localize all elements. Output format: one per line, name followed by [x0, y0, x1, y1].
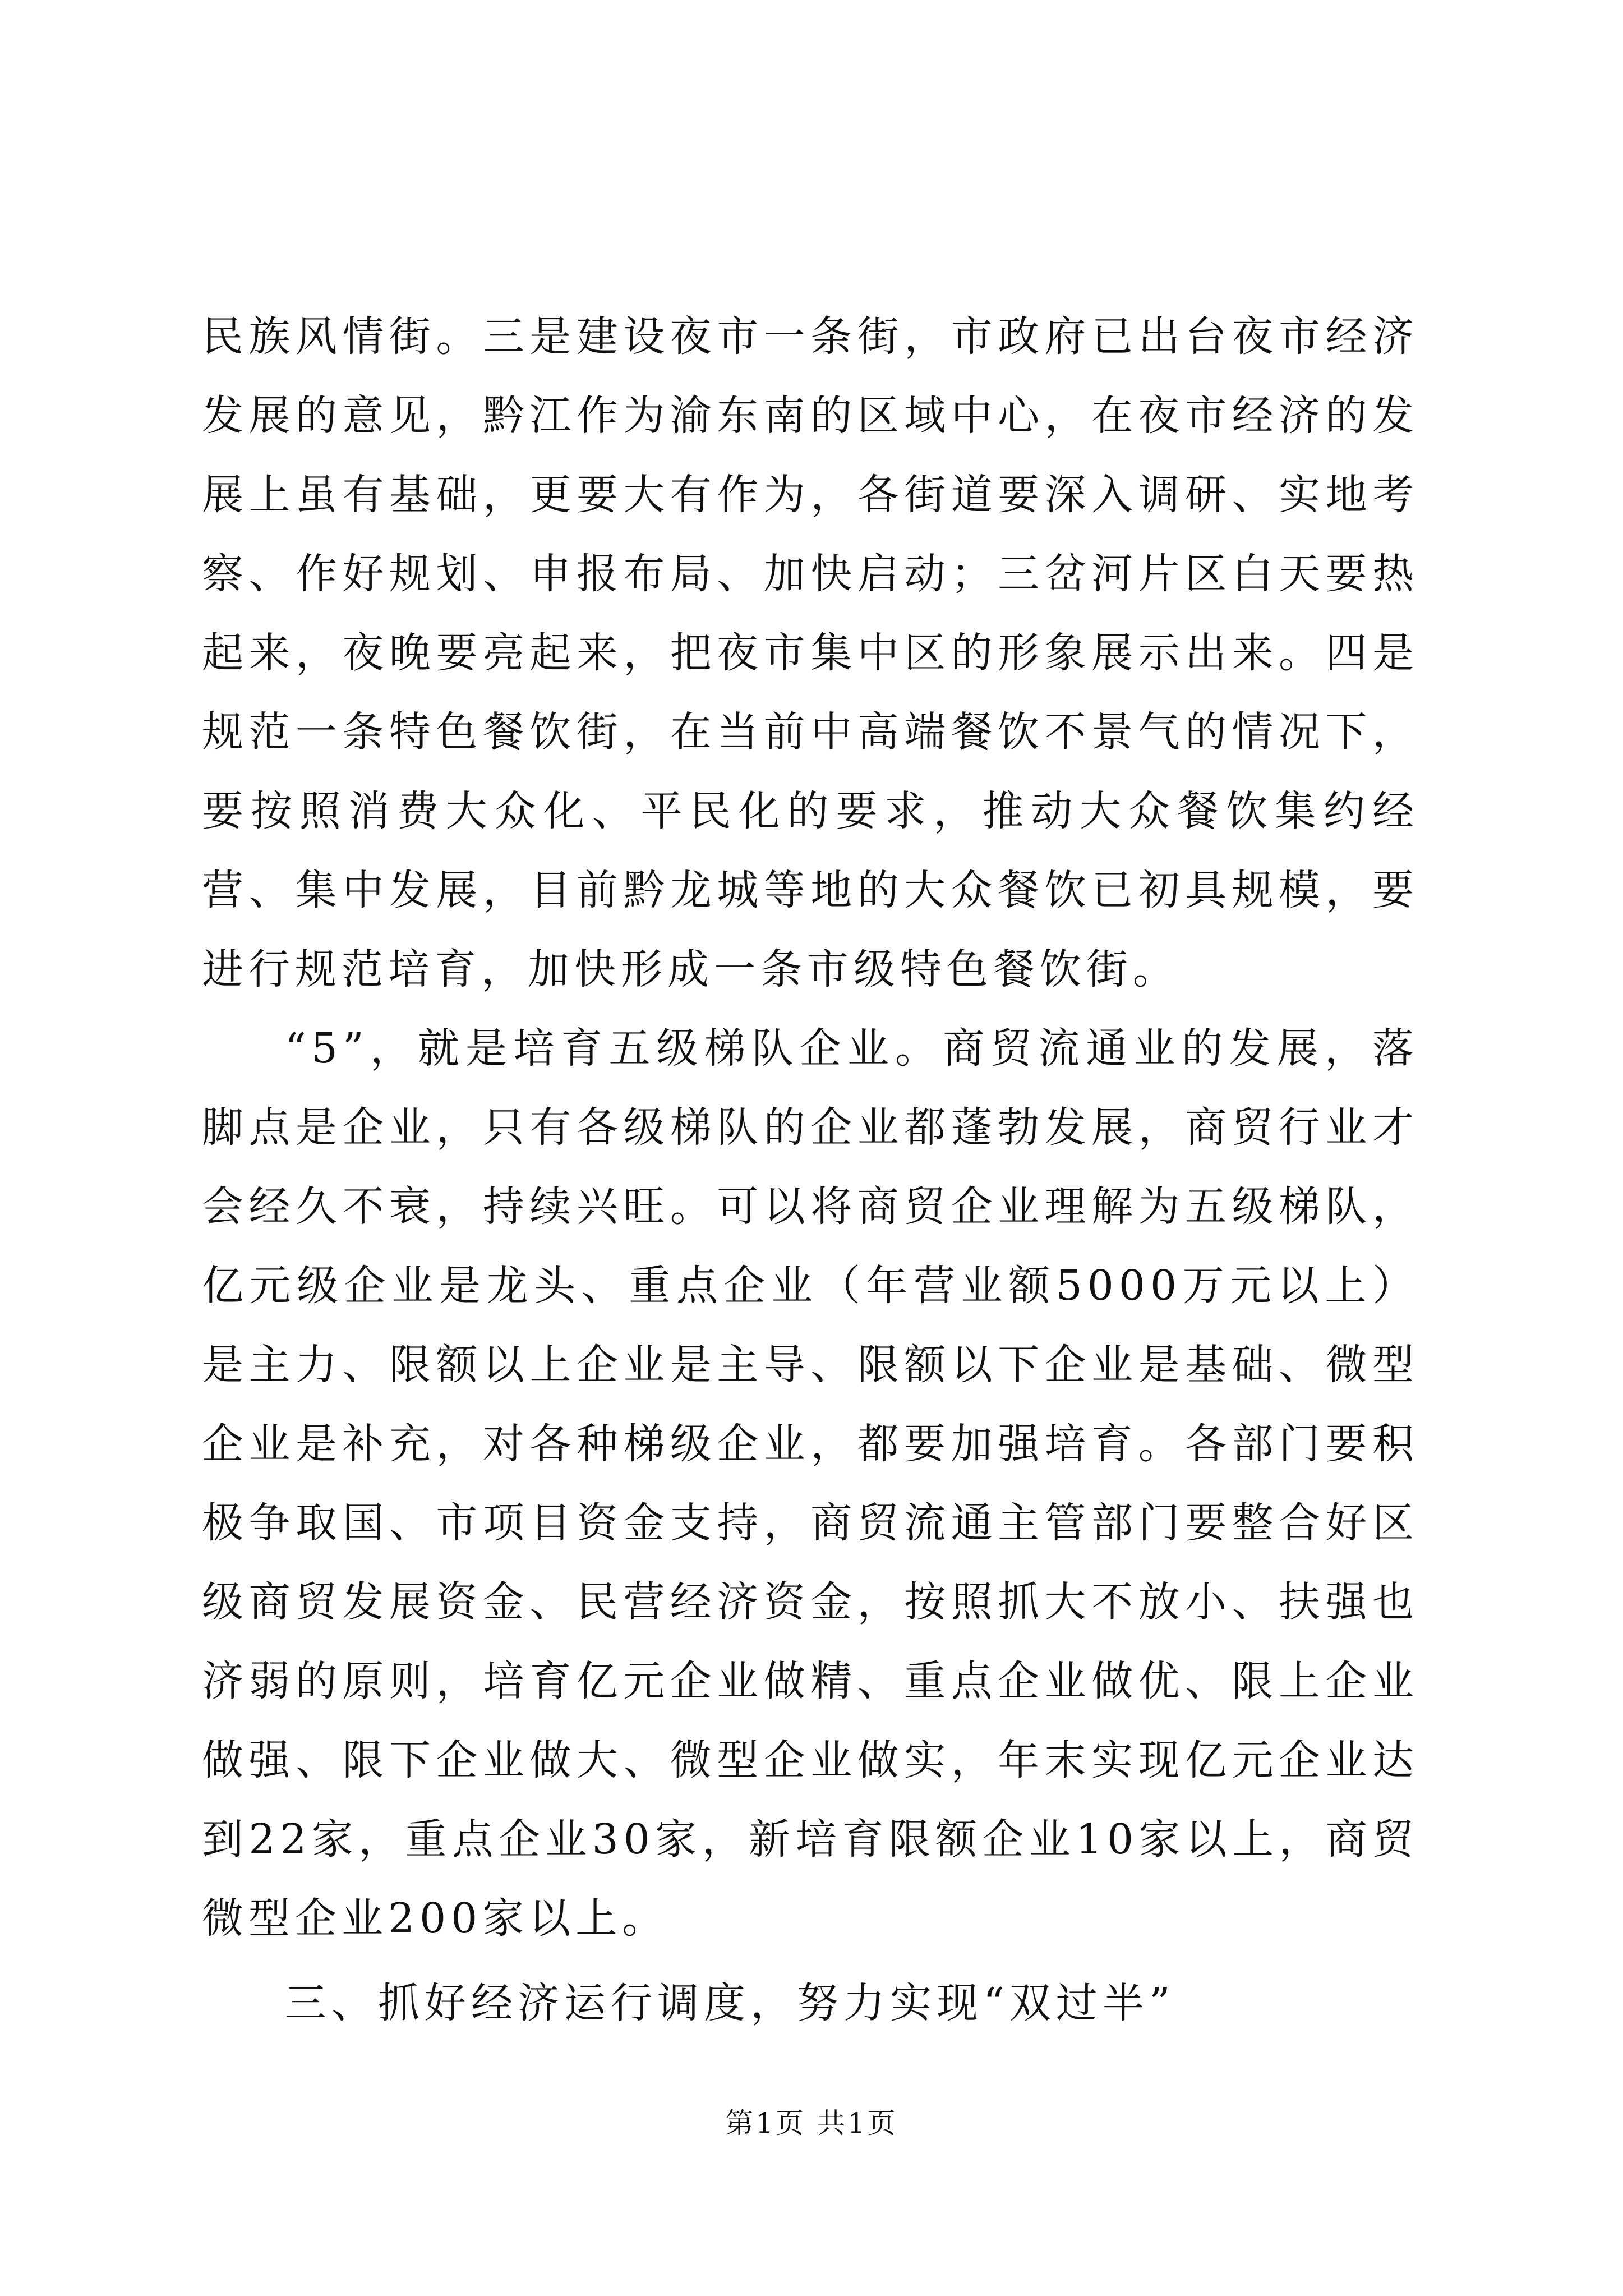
document-body [202, 297, 1419, 2043]
paragraph-five-tier-enterprises: “5”，就是培育五级梯队企业。商贸流通业的发展，落脚点是企业，只有各级梯队的企业都蓬勃发展，商贸行业才会经久不衰，持续兴旺。可以将商贸企业理解为五级梯队，亿元级企业是龙头、重点企业（年营业额5000万元以上）是主力、限额以上企业是主导、限额以下企业是基础、微型企业是补充，对各种梯级企业，都要加强培育。各部门要积极争取国、市项目资金支持，商贸流通主管部门要整合好区级商贸发展资金、民营经济资金，按照抓大不放小、扶强也济弱的原则，培育亿元企业做精、重点企业做优、限上企业做强、限下企业做大、微型企业做实，年末实现亿元企业达到22家，重点企业30家，新培育限额企业10家以上，商贸微型企业200家以上。 [202, 1024, 1419, 1943]
paragraph-night-market: 民族风情街。三是建设夜市一条街，市政府已出台夜市经济发展的意见，黔江作为渝东南的区域中心，在夜市经济的发展上虽有基础，更要大有作为，各街道要深入调研、实地考察、作好规划、申报布局、加快启动；三岔河片区白天要热起来，夜晚要亮起来，把夜市集中区的形象展示出来。四是规范一条特色餐饮街，在当前中高端餐饮不景气的情况下，要按照消费大众化、平民化的要求，推动大众餐饮集约经营、集中发展，目前黔龙城等地的大众餐饮已初具规模，要进行规范培育，加快形成一条市级特色餐饮街。 [202, 312, 1419, 993]
section-heading: 三、抓好经济运行调度，努力实现“双过半” [285, 1979, 1175, 2027]
page-number-footer: 第1页 共1页 [725, 2107, 898, 2139]
